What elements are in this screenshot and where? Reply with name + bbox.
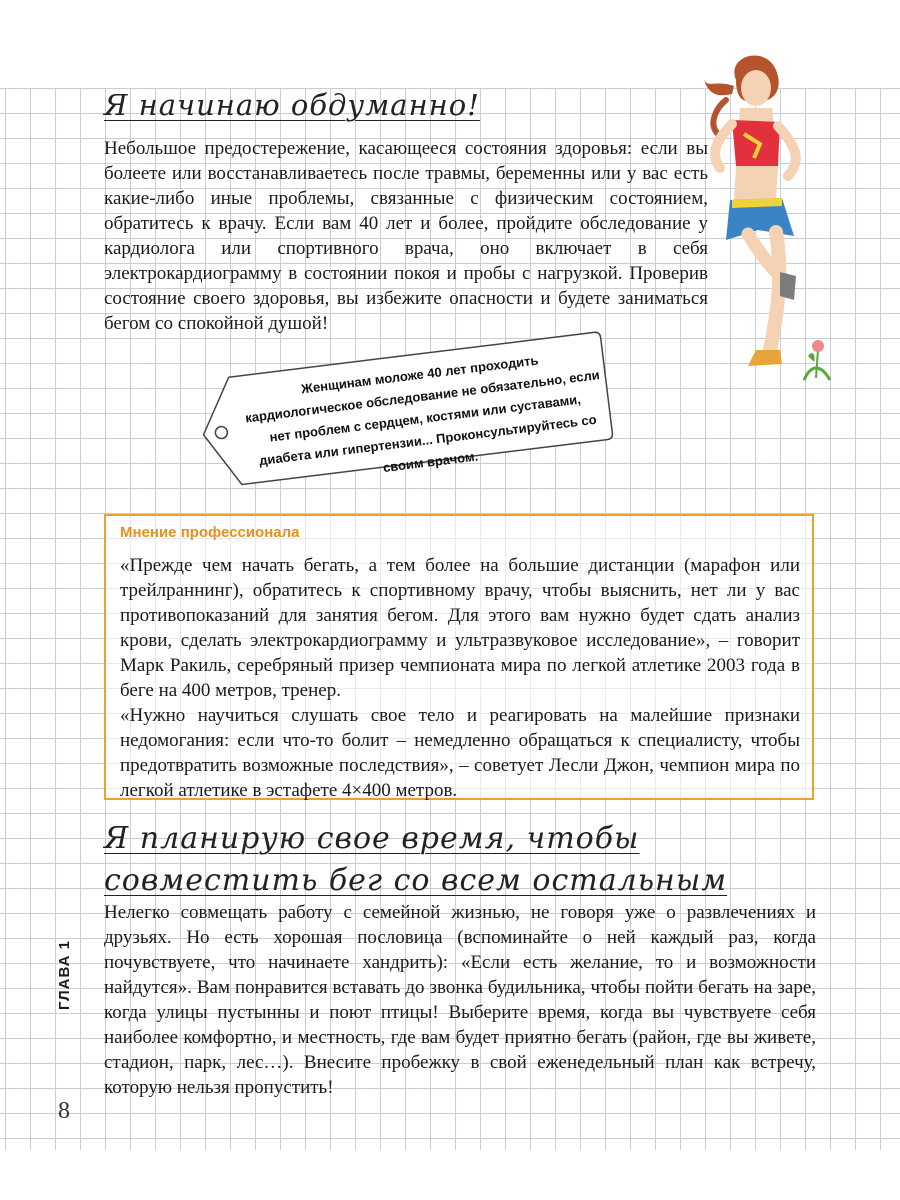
- page-number: 8: [58, 1098, 70, 1124]
- runner-right-arm: [778, 126, 796, 176]
- expert-title: Мнение профессионала: [120, 524, 300, 541]
- runner-front-leg: [770, 232, 779, 350]
- flower-icon: [804, 340, 830, 380]
- section2-heading: Я планирую свое время, чтобы совместить бег со всем остальным: [104, 821, 728, 898]
- expert-quote-2: «Нужно научиться слушать свое тело и реагировать на малейшие признаки недомогания: если что-то болит – немедленно обращаться к специалисту, чтобы предотвратить возможные последствия», – советует Лесли Джон, чемпион мира по легкой атлетике в эстафете 4×400 метров.: [120, 705, 800, 801]
- runner-front-shoe: [748, 350, 782, 366]
- tag-text: Женщинам моложе 40 лет проходить кардиологическое обследование не обязательно, если нет проблем с сердцем, костями или суставами, диабета или гипертензии... Проконсультируйтесь со своим врачом.: [244, 352, 601, 476]
- chapter-label: ГЛАВА 1: [56, 940, 73, 1010]
- runner-back-shoe: [780, 272, 796, 300]
- runner-face: [741, 70, 771, 106]
- section1-paragraph: Небольшое предостережение, касающееся состояния здоровья: если вы болеете или восстанавливаетесь после травмы, беременны или у вас есть какие-либо иные проблемы, связанные с физическим состоянием, обратитесь к врачу. Если вам 40 лет и более, пройдите обследование у кардиолога или спортивного врача, оно включает в себя электрокардиограмму в состоянии покоя и пробы с нагрузкой. Проверив состояние своего здоровья, вы избежите опасности и будете заниматься бегом со спокойной душой!: [104, 138, 708, 334]
- expert-quote-1: «Прежде чем начать бегать, а тем более на большие дистанции (марафон или трейлраннинг), обратитесь к спортивному врачу, чтобы выяснить, нет ли у вас противопоказаний для занятия бегом. Для этого вам нужно будет сдать анализ крови, сделать электрокардиограмму и ультразвуковое исследование», – говорит Марк Ракиль, серебряный призер чемпионата мира по легкой атлетике 2003 года в беге на 400 метров, тренер.: [120, 555, 800, 701]
- section2-paragraph: Нелегко совмещать работу с семейной жизнью, не говоря уже о развлечениях и друзьях. Но есть хорошая пословица (вспоминайте о ней каждый раз, когда почувствуете, что начинаете хандрить): «Если есть желание, то и возможности найдутся». Вам понравится вставать до звонка будильника, чтобы пойти бегать на заре, когда улицы пустынны и поют птицы! Выберите время, когда вы чувствуете себя наиболее комфортно, и местность, где вам будет приятно бегать (район, где вы живете, стадион, парк, лес…). Внесите пробежку в свой еженедельный план как встречу, которую нельзя пропустить!: [104, 902, 816, 1098]
- section1-heading: Я начинаю обдуманно!: [104, 88, 480, 122]
- expert-quotes: [120, 553, 800, 803]
- runner-illustration: [696, 50, 856, 390]
- runner-belly: [734, 166, 778, 200]
